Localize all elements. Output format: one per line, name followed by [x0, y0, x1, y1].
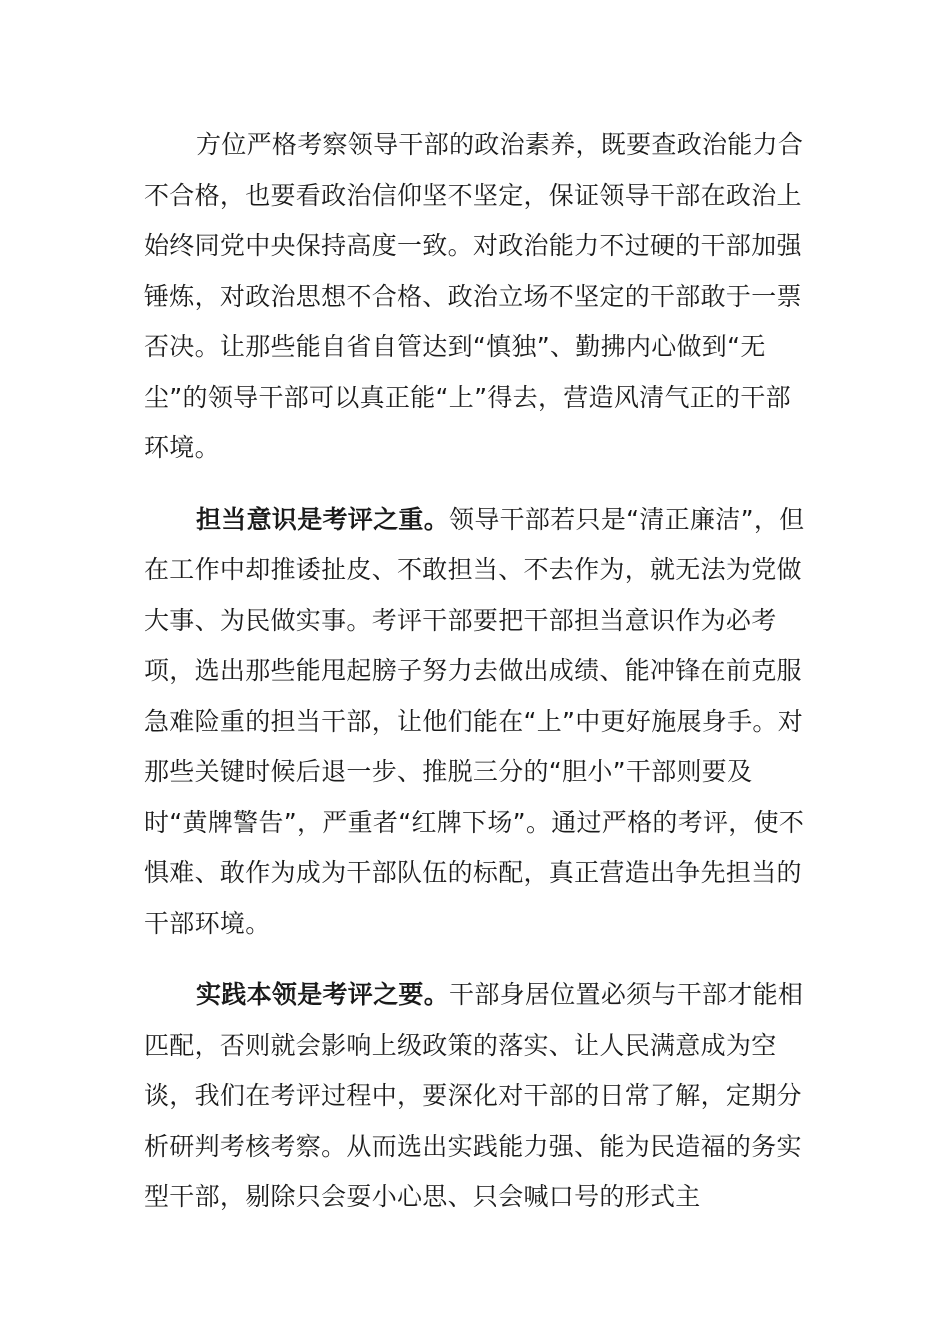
- document-body: [144, 120, 809, 1244]
- paragraph-3-lead: 实践本领是考评之要。: [196, 980, 450, 1009]
- paragraph-2-text: 领导干部若只是“清正廉洁”，但在工作中却推诿扯皮、不敢担当、不去作为，就无法为党做大事、为民做实事。考评干部要把干部担当意识作为必考项，选出那些能甩起膀子努力去做出成绩、能冲锋在前克服急难险重的担当干部，让他们能在“上”中更好施展身手。对那些关键时候后退一步、推脱三分的“胆小”干部则要及时“黄牌警告”，严重者“红牌下场”。通过严格的考评，使不惧难、敢作为成为干部队伍的标配，真正营造出争先担当的干部环境。: [144, 504, 805, 938]
- paragraph-3-text: 干部身居位置必须与干部才能相匹配，否则就会影响上级政策的落实、让人民满意成为空谈，我们在考评过程中，要深化对干部的日常了解，定期分析研判考核考察。从而选出实践能力强、能为民造福的务实型干部，剔除只会耍小心思、只会喊口号的形式主: [144, 980, 804, 1211]
- paragraph-1-text: 方位严格考察领导干部的政治素养，既要查政治能力合不合格，也要看政治信仰坚不坚定，保证领导干部在政治上始终同党中央保持高度一致。对政治能力不过硬的干部加强锤炼，对政治思想不合格、政治立场不坚定的干部敢于一票否决。让那些能自省自管达到“慎独”、勤拂内心做到“无尘”的领导干部可以真正能“上”得去，营造风清气正的干部环境。: [144, 130, 804, 462]
- paragraph-3: [144, 970, 809, 1223]
- paragraph-2: [144, 495, 809, 950]
- paragraph-2-lead: 担当意识是考评之重。: [196, 504, 450, 534]
- paragraph-1: [144, 120, 809, 474]
